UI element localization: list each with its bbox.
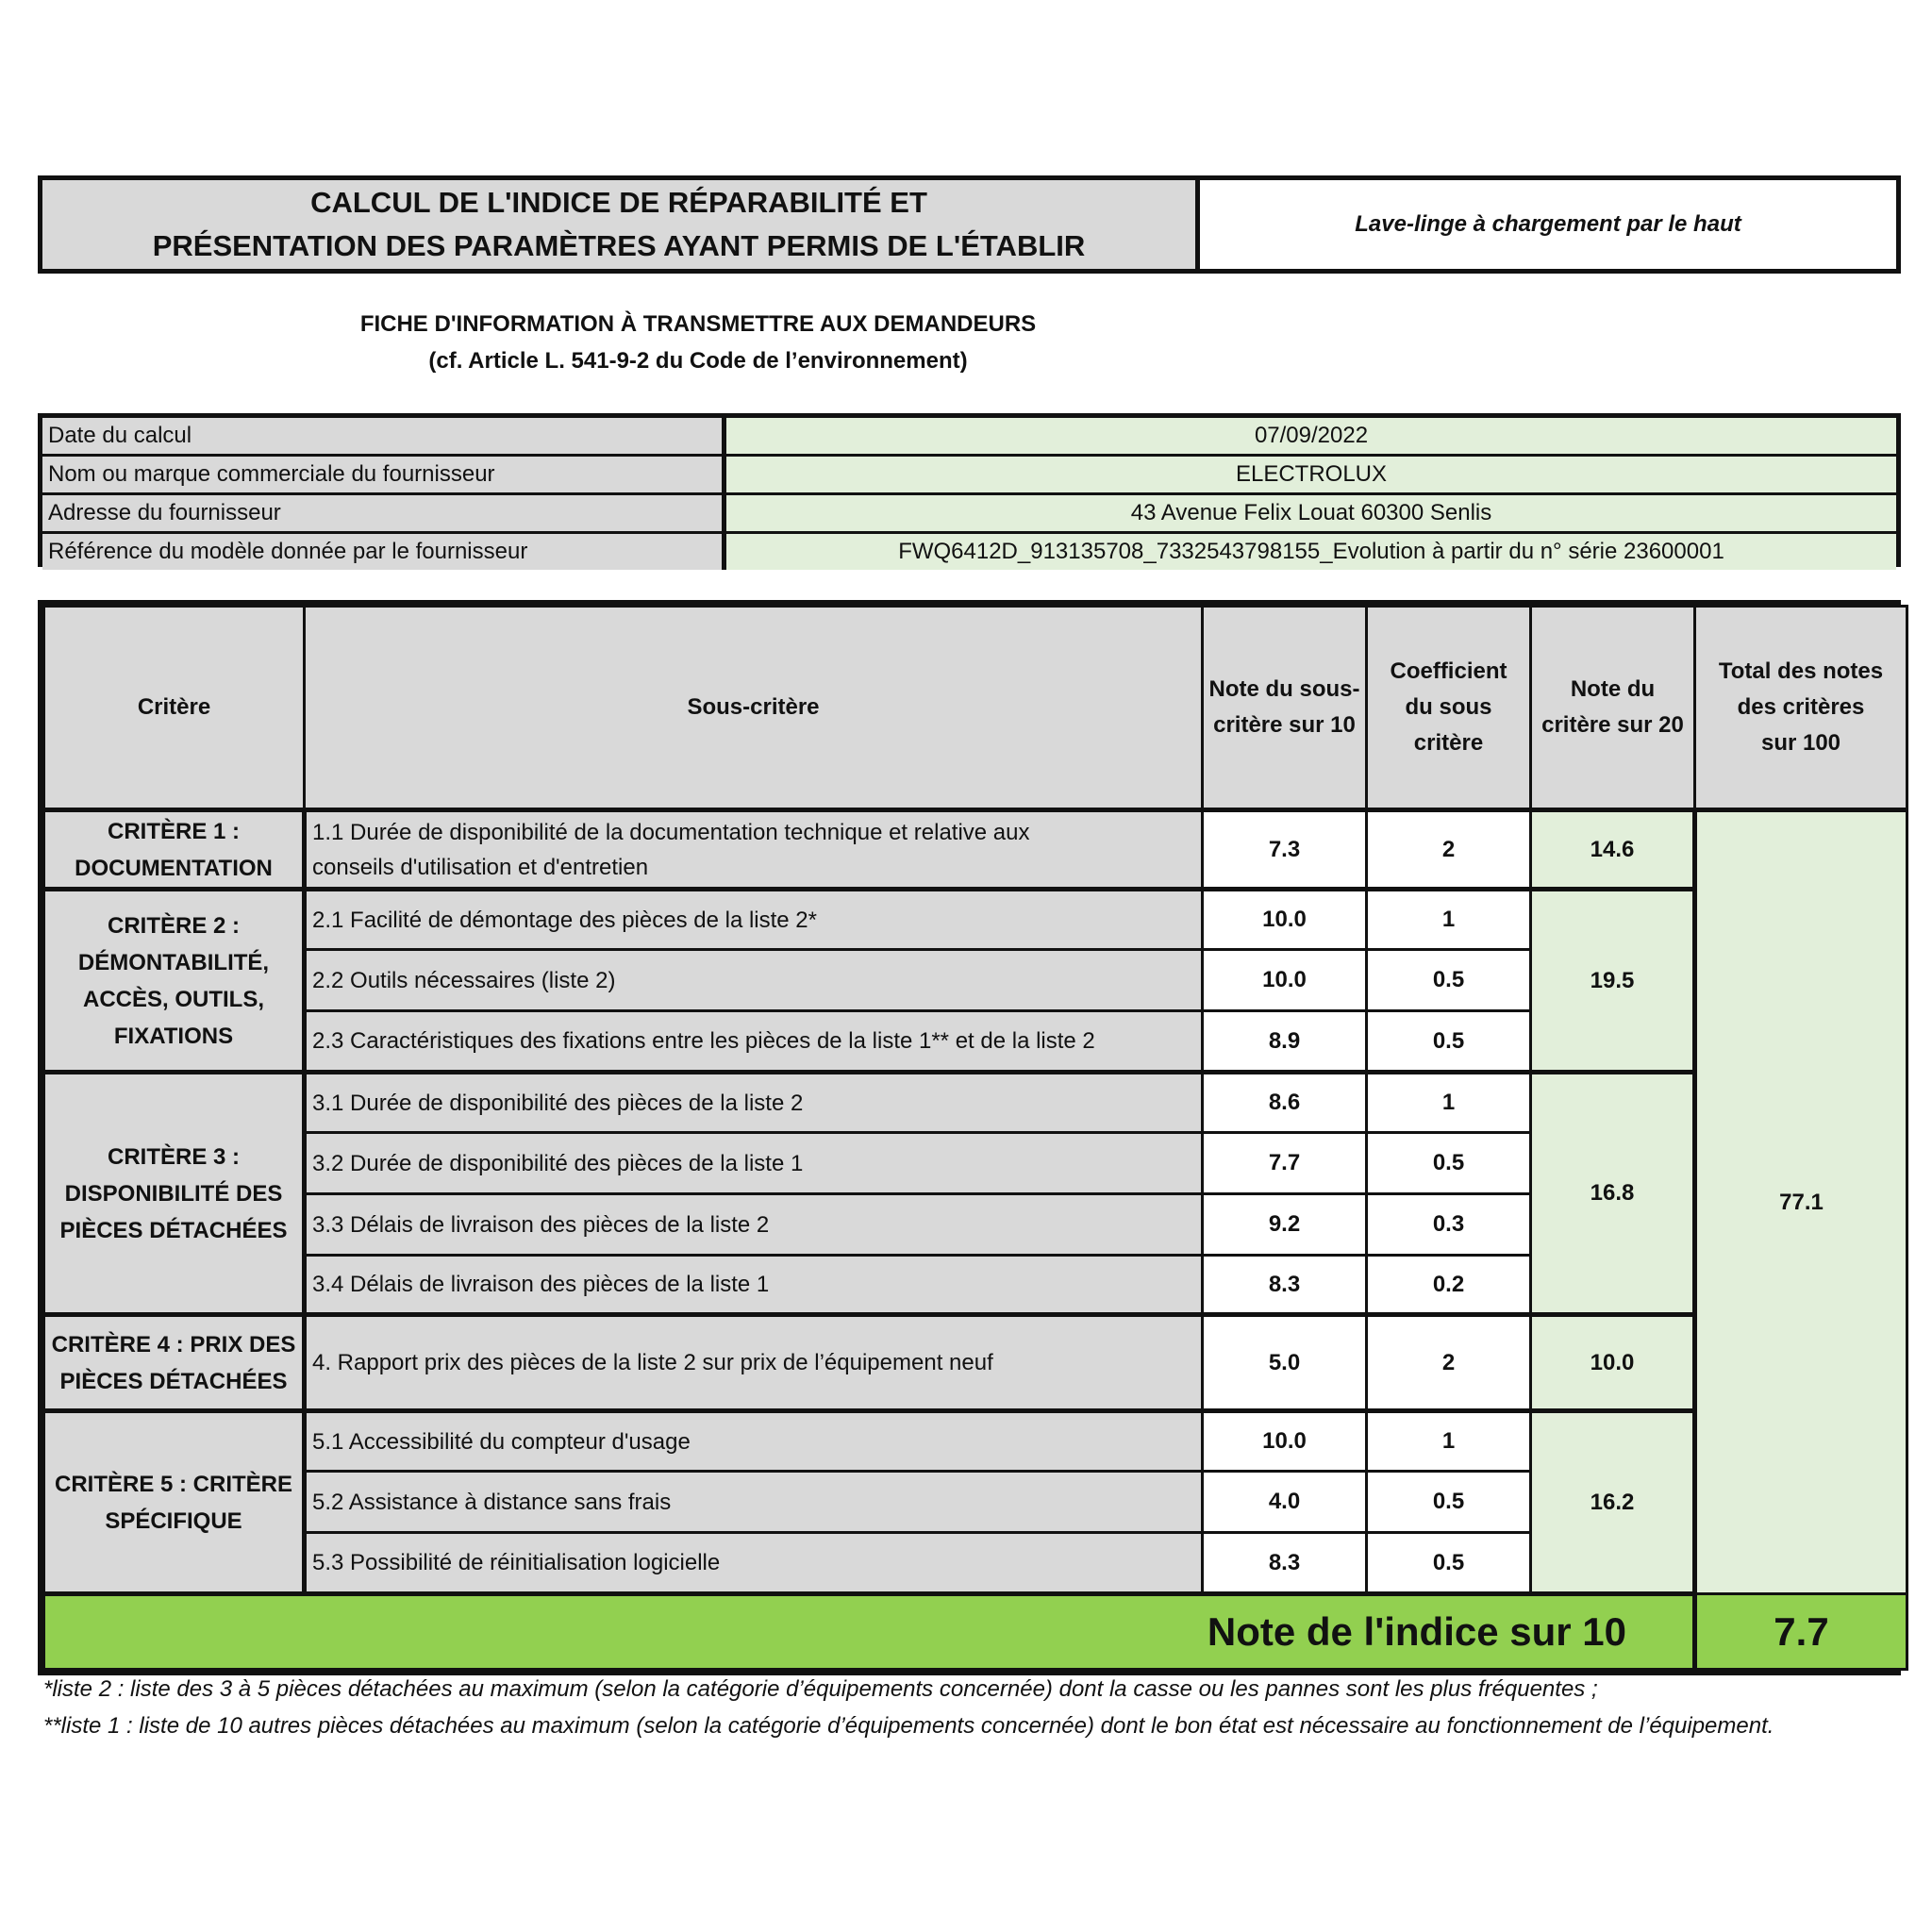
info-label: Nom ou marque commerciale du fournisseur bbox=[42, 457, 726, 492]
table-row bbox=[44, 890, 1907, 950]
footnote-liste-2: *liste 2 : liste des 3 à 5 pièces détachées au maximum (selon la catégorie d’équipements concernée) dont la casse ou les pannes sont les plus fréquentes ; bbox=[43, 1676, 1598, 1702]
criterion-note-20: 14.6 bbox=[1531, 810, 1695, 890]
subtitle-line-1: FICHE D'INFORMATION À TRANSMETTRE AUX DEMANDEURS bbox=[359, 311, 1037, 337]
sub-criterion-label: 4. Rapport prix des pièces de la liste 2 sur prix de l’équipement neuf bbox=[305, 1315, 1203, 1411]
info-value: FWQ6412D_913135708_7332543798155_Evolution à partir du n° série 23600001 bbox=[726, 534, 1896, 570]
sub-criterion-label: 3.3 Délais de livraison des pièces de la liste 2 bbox=[305, 1194, 1203, 1256]
header-critere: Critère bbox=[44, 607, 305, 810]
sub-criterion-note: 9.2 bbox=[1203, 1194, 1367, 1256]
info-row bbox=[42, 418, 1896, 457]
final-score-label: Note de l'indice sur 10 bbox=[44, 1594, 1695, 1670]
final-score-row bbox=[44, 1594, 1907, 1670]
sub-criterion-note: 10.0 bbox=[1203, 890, 1367, 950]
info-value: 43 Avenue Felix Louat 60300 Senlis bbox=[726, 495, 1896, 531]
sub-criterion-note: 8.3 bbox=[1203, 1533, 1367, 1594]
sub-criterion-note: 8.6 bbox=[1203, 1073, 1367, 1133]
repairability-table bbox=[38, 600, 1901, 1675]
criterion-5: CRITÈRE 5 : CRITÈRE SPÉCIFIQUE bbox=[44, 1411, 305, 1594]
sub-criterion-note: 7.3 bbox=[1203, 810, 1367, 890]
criterion-note-20: 19.5 bbox=[1531, 890, 1695, 1073]
sub-criterion-label: 5.2 Assistance à distance sans frais bbox=[305, 1472, 1203, 1533]
document-header bbox=[38, 175, 1901, 274]
sub-criterion-label: 1.1 Durée de disponibilité de la documentation technique et relative aux conseils d'utilisation et d'entretien bbox=[305, 810, 1203, 890]
info-value: 07/09/2022 bbox=[726, 418, 1896, 454]
final-score-value: 7.7 bbox=[1695, 1594, 1907, 1670]
sub-criterion-note: 10.0 bbox=[1203, 950, 1367, 1011]
header-note-critere: Note du critère sur 20 bbox=[1531, 607, 1695, 810]
document-title bbox=[42, 180, 1200, 269]
sub-criterion-coef: 0.5 bbox=[1367, 1011, 1531, 1073]
table-row bbox=[44, 810, 1907, 890]
criterion-note-20: 16.8 bbox=[1531, 1073, 1695, 1315]
title-line-2: PRÉSENTATION DES PARAMÈTRES AYANT PERMIS DE L'ÉTABLIR bbox=[152, 229, 1086, 262]
total-100: 77.1 bbox=[1695, 810, 1907, 1594]
sub-criterion-label: 3.1 Durée de disponibilité des pièces de la liste 2 bbox=[305, 1073, 1203, 1133]
sub-criterion-note: 7.7 bbox=[1203, 1133, 1367, 1194]
sub-criterion-coef: 0.5 bbox=[1367, 1133, 1531, 1194]
criterion-1: CRITÈRE 1 : DOCUMENTATION bbox=[44, 810, 305, 890]
sub-criterion-coef: 0.5 bbox=[1367, 950, 1531, 1011]
sub-criterion-label: 2.2 Outils nécessaires (liste 2) bbox=[305, 950, 1203, 1011]
sub-criterion-coef: 0.2 bbox=[1367, 1256, 1531, 1315]
footnote-liste-1: **liste 1 : liste de 10 autres pièces détachées au maximum (selon la catégorie d’équipements concernée) dont le bon état est nécessaire au fonctionnement de l’équipement. bbox=[43, 1713, 1774, 1739]
product-type: Lave-linge à chargement par le haut bbox=[1355, 211, 1741, 237]
info-row bbox=[42, 457, 1896, 495]
criterion-note-20: 16.2 bbox=[1531, 1411, 1695, 1594]
title-line-1: CALCUL DE L'INDICE DE RÉPARABILITÉ ET bbox=[310, 186, 927, 219]
sub-criterion-note: 8.9 bbox=[1203, 1011, 1367, 1073]
info-value: ELECTROLUX bbox=[726, 457, 1896, 492]
sub-criterion-coef: 2 bbox=[1367, 810, 1531, 890]
criterion-3: CRITÈRE 3 : DISPONIBILITÉ DES PIÈCES DÉTACHÉES bbox=[44, 1073, 305, 1315]
info-row bbox=[42, 495, 1896, 534]
sub-criterion-coef: 1 bbox=[1367, 890, 1531, 950]
sub-criterion-note: 4.0 bbox=[1203, 1472, 1367, 1533]
criterion-4: CRITÈRE 4 : PRIX DES PIÈCES DÉTACHÉES bbox=[44, 1315, 305, 1411]
criterion-2: CRITÈRE 2 : DÉMONTABILITÉ, ACCÈS, OUTILS, FIXATIONS bbox=[44, 890, 305, 1073]
sub-criterion-coef: 1 bbox=[1367, 1073, 1531, 1133]
criterion-note-20: 10.0 bbox=[1531, 1315, 1695, 1411]
sub-criterion-coef: 0.3 bbox=[1367, 1194, 1531, 1256]
header-coefficient: Coefficient du sous critère bbox=[1367, 607, 1531, 810]
sub-criterion-note: 5.0 bbox=[1203, 1315, 1367, 1411]
sub-criterion-label: 3.2 Durée de disponibilité des pièces de la liste 1 bbox=[305, 1133, 1203, 1194]
sub-criterion-coef: 0.5 bbox=[1367, 1472, 1531, 1533]
info-label: Date du calcul bbox=[42, 418, 726, 454]
info-row bbox=[42, 534, 1896, 570]
supplier-info-table bbox=[38, 413, 1901, 567]
sub-criterion-note: 8.3 bbox=[1203, 1256, 1367, 1315]
sub-criterion-coef: 0.5 bbox=[1367, 1533, 1531, 1594]
sub-criterion-label: 5.1 Accessibilité du compteur d'usage bbox=[305, 1411, 1203, 1472]
info-label: Adresse du fournisseur bbox=[42, 495, 726, 531]
table-row bbox=[44, 1411, 1907, 1472]
sub-criterion-label: 3.4 Délais de livraison des pièces de la liste 1 bbox=[305, 1256, 1203, 1315]
table-row bbox=[44, 1315, 1907, 1411]
header-total: Total des notes des critères sur 100 bbox=[1695, 607, 1907, 810]
sub-criterion-coef: 2 bbox=[1367, 1315, 1531, 1411]
table-row bbox=[44, 1073, 1907, 1133]
header-note-sous-critere: Note du sous- critère sur 10 bbox=[1203, 607, 1367, 810]
sub-criterion-label: 5.3 Possibilité de réinitialisation logicielle bbox=[305, 1533, 1203, 1594]
info-label: Référence du modèle donnée par le fournisseur bbox=[42, 534, 726, 570]
header-sous-critere: Sous-critère bbox=[305, 607, 1203, 810]
sub-criterion-coef: 1 bbox=[1367, 1411, 1531, 1472]
subtitle-line-2: (cf. Article L. 541-9-2 du Code de l’environnement) bbox=[428, 348, 968, 374]
sub-criterion-note: 10.0 bbox=[1203, 1411, 1367, 1472]
sub-criterion-label: 2.1 Facilité de démontage des pièces de la liste 2* bbox=[305, 890, 1203, 950]
sub-criterion-label: 2.3 Caractéristiques des fixations entre les pièces de la liste 1** et de la liste 2 bbox=[305, 1011, 1203, 1073]
